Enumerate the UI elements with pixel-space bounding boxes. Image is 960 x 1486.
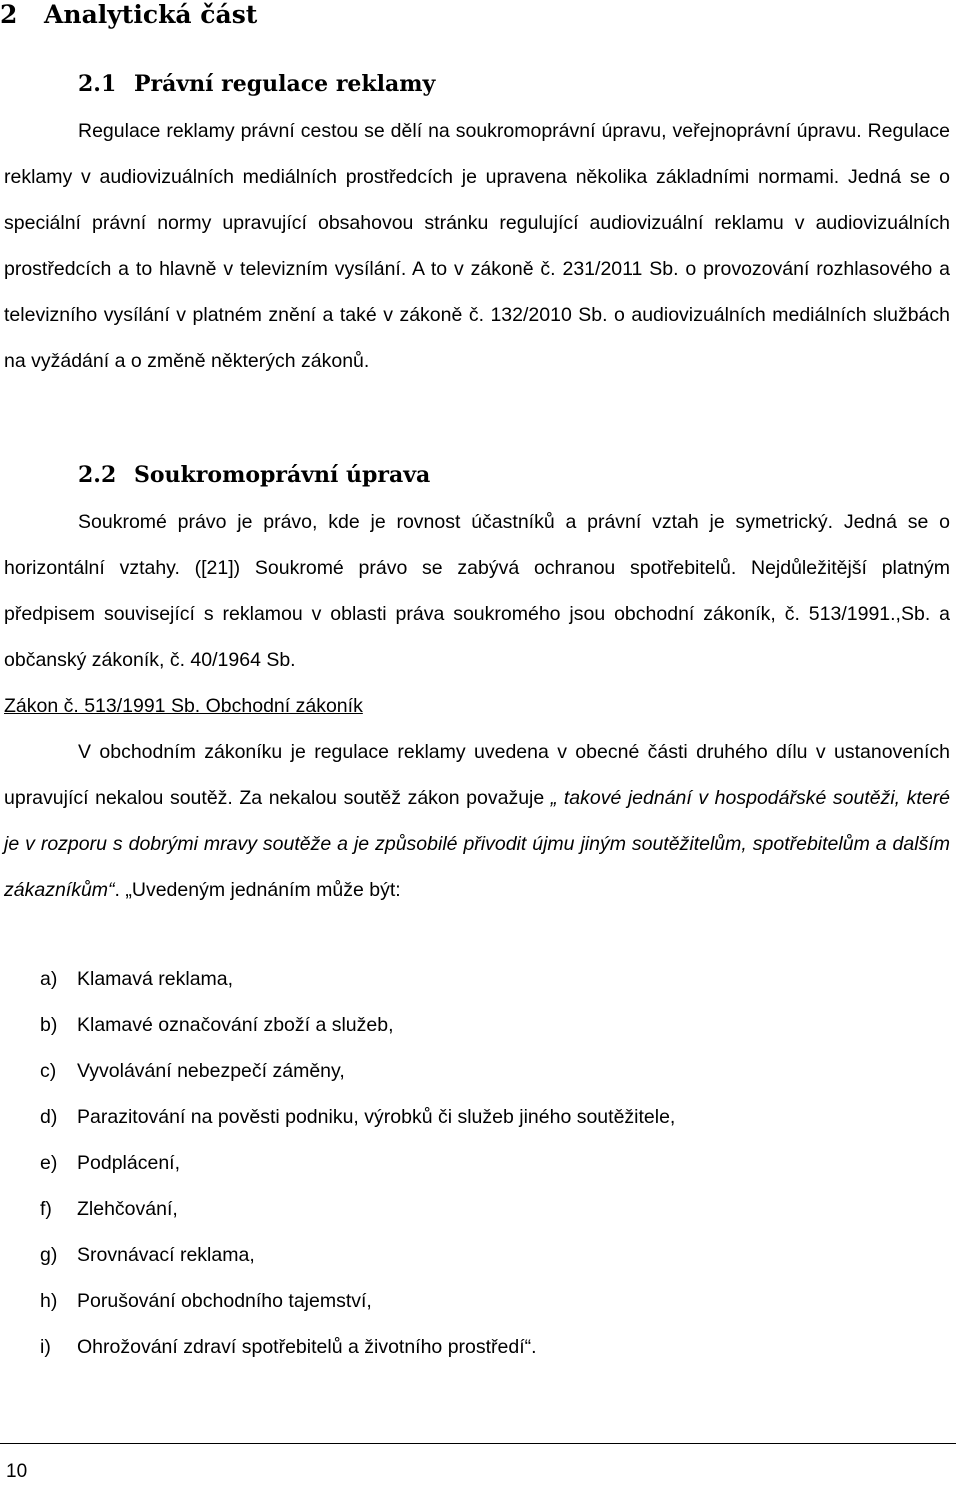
section-number: 2 xyxy=(0,0,18,29)
subsection-title: Soukromoprávní úprava xyxy=(134,462,431,488)
list-item: f) Zlehčování, xyxy=(40,1198,178,1220)
paragraph-commercial-code xyxy=(4,729,950,913)
paragraph-text-start: V obchodním zákoníku je regulace reklamy uvedena v obecné části druhého dílu v ustanoveních upravující nekalou soutěž. Za nekalou soutěž zákon považuje xyxy=(4,741,950,809)
subsection-heading-2-2 xyxy=(78,461,430,489)
list-item: b) Klamavé označování zboží a služeb, xyxy=(40,1014,394,1036)
section-title: Analytická část xyxy=(44,0,258,29)
subsection-number: 2.1 xyxy=(78,71,117,97)
list-item: h) Porušování obchodního tajemství, xyxy=(40,1290,372,1312)
subsection-number: 2.2 xyxy=(78,462,117,488)
paragraph-text: Soukromé právo je právo, kde je rovnost účastníků a právní vztah je symetrický. Jedná se o horizontální vztahy. ([21]) Soukromé právo se zabývá ochranou spotřebitelů. Nejdůležitější platným předpisem související s reklamou v oblasti práva soukromého jsou obchodní zákoník, č. 513/1991.,Sb. a občanský zákoník, č. 40/1964 Sb. xyxy=(4,511,950,671)
list-item: d) Parazitování na pověsti podniku, výrobků či služeb jiného soutěžitele, xyxy=(40,1106,676,1128)
list-item: c) Vyvolávání nebezpečí záměny, xyxy=(40,1060,345,1082)
list-item: g) Srovnávací reklama, xyxy=(40,1244,255,1266)
paragraph-regulation xyxy=(4,108,950,384)
list-item: e) Podplácení, xyxy=(40,1152,180,1174)
footer-divider xyxy=(0,1443,956,1444)
paragraph-text-end: . „Uvedeným jednáním může být: xyxy=(114,879,401,901)
unfair-competition-list xyxy=(40,965,675,1379)
section-heading xyxy=(0,0,257,30)
page-number: 10 xyxy=(6,1461,28,1482)
law-quote: „ takové jednání v hospodářské soutěži, které je v rozporu s dobrými mravy soutěže a je způsobilé přivodit újmu jiným soutěžitelům, spotřebitelům a dalším zákazníkům“ xyxy=(4,787,951,901)
law-heading: Zákon č. 513/1991 Sb. Obchodní zákoník xyxy=(4,695,363,717)
list-item: i) Ohrožování zdraví spotřebitelů a životního prostředí“. xyxy=(40,1336,537,1358)
paragraph-private-law xyxy=(4,499,950,683)
list-item: a) Klamavá reklama, xyxy=(40,968,234,990)
paragraph-text: Regulace reklamy právní cestou se dělí na soukromoprávní úpravu, veřejnoprávní úpravu. Regulace reklamy v audiovizuálních mediálních prostředcích je upravena několika základními normami. Jedná se o speciální právní normy upravující obsahovou stránku regulující audiovizuální reklamu v audiovizuálních prostředcích a to hlavně v televizním vysílání. A to v zákoně č. 231/2011 Sb. o provozování rozhlasového a televizního vysílání v platném znění a také v zákoně č. 132/2010 Sb. o audiovizuálních mediálních službách na vyžádání a o změně některých zákonů. xyxy=(4,120,950,372)
subsection-title: Právní regulace reklamy xyxy=(134,71,436,97)
subsection-heading-2-1 xyxy=(78,70,435,98)
